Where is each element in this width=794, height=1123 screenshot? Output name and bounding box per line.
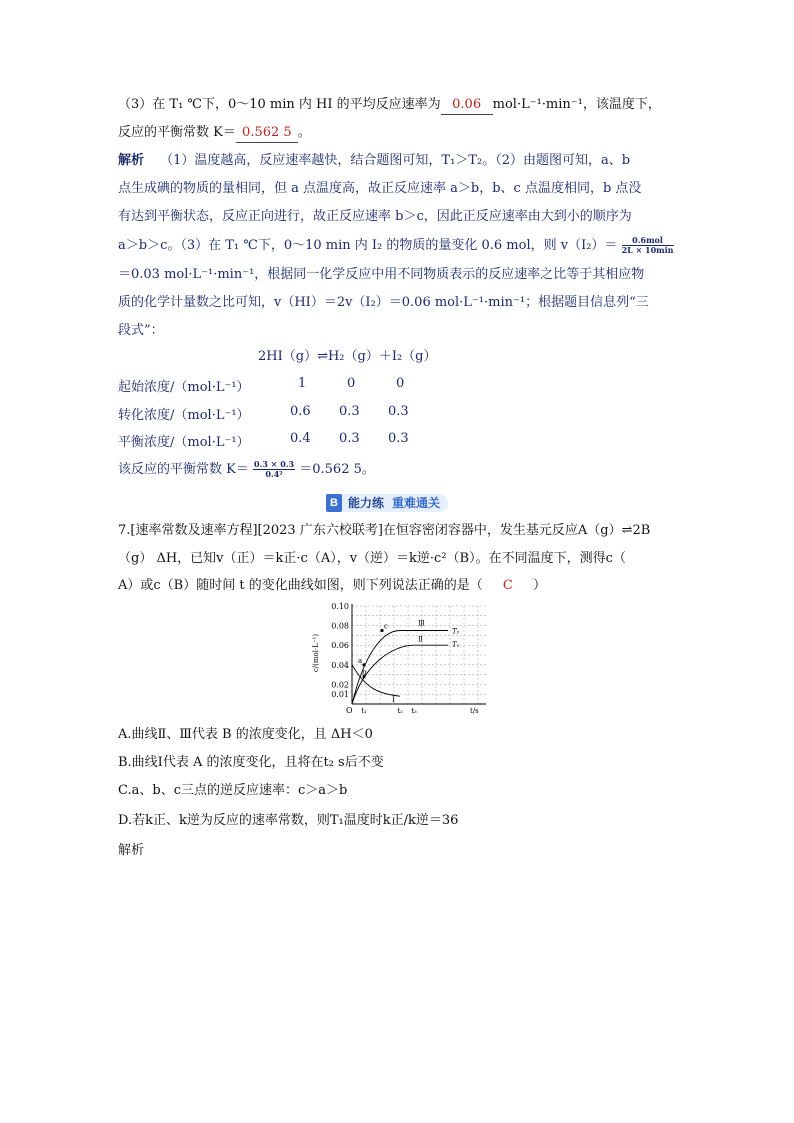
rate-answer: 0.06	[441, 96, 493, 115]
q7-answer: C	[502, 578, 513, 593]
solution-line-1: 解析 （1）温度越高，反应速率越快，结合题图可知，T₁＞T₂。（2）由题图可知，a、b	[118, 153, 631, 168]
y-tick-label: 0.02	[331, 680, 349, 690]
solution-line-2: 点生成碘的物质的量相同，但 a 点温度高，故正反应速率 a＞b，b、c 点温度相同，b 点没	[118, 181, 642, 196]
x-tick-label: t₂	[397, 707, 403, 715]
q3-line-1: （3）在 T₁ ℃下，0～10 min 内 HI 的平均反应速率为 0.06 mol·L⁻¹·min⁻¹，该温度下，	[118, 96, 661, 115]
row-label: 起始浓度/（mol·L⁻¹）	[118, 380, 250, 395]
curve-III	[352, 631, 448, 705]
point-label: a	[358, 656, 363, 665]
cell: 0	[347, 376, 356, 391]
solution-line-3: 有达到平衡状态，反应正向进行，故正反应速率 b＞c，因此正反应速率由大到小的顺序为	[118, 209, 632, 224]
solution-line-5: ＝0.03 mol·L⁻¹·min⁻¹，根据同一化学反应中用不同物质表示的反应速率之比等于其相应物	[118, 267, 645, 282]
banner-title: 能力练	[342, 494, 390, 512]
q7-line-2: （g） ΔH，已知v（正）＝k正·c（A），v（逆）＝k逆·c²（B）。在不同温度下，测得c（	[118, 551, 626, 566]
cell: 0.3	[339, 431, 360, 446]
cell: 0.3	[388, 404, 409, 419]
cell: 0.3	[339, 404, 360, 419]
fraction-k: $\frac{0.3 \times 0.3}{\text{0.4²}}$	[254, 459, 295, 479]
series-label: Ⅱ	[418, 635, 423, 644]
cell: 0	[396, 376, 405, 391]
cell: 0.4	[290, 431, 311, 446]
cell: 0.6	[290, 404, 311, 419]
point-label: b	[362, 668, 367, 677]
x-tick-label: t₃	[411, 707, 417, 715]
temperature-label: T₁	[452, 641, 460, 650]
cell: 0.3	[388, 431, 409, 446]
k-line: 该反应的平衡常数 K＝ $\frac{0.3 \times 0.3}{\text{0.4²}}$ ＝0.562 5。	[118, 459, 375, 479]
row-label: 平衡浓度/（mol·L⁻¹）	[118, 435, 250, 450]
temperature-label: T₂	[452, 627, 460, 636]
y-axis-label: c/(mol·L⁻¹)	[312, 633, 320, 673]
q7-analysis-label: 解析	[118, 843, 145, 858]
q7-line-1: 7.[速率常数及速率方程][2023 广东六校联考]在恒容密闭容器中，发生基元反应A（g）⇌2B	[118, 523, 651, 538]
point-label: c	[384, 622, 388, 631]
series-label: Ⅰ	[392, 696, 395, 705]
section-banner	[326, 494, 448, 512]
chart-ticks	[331, 602, 417, 715]
y-tick-label: 0.04	[331, 660, 349, 670]
concentration-time-chart	[296, 598, 496, 720]
solution-line-4: a＞b＞c。（3）在 T₁ ℃下，0～10 min 内 I₂ 的物质的量变化 0.6 mol，则 v（I₂）＝ $\frac{\text{0.6mol}}{2L \times 10\min}$	[118, 235, 674, 255]
solution-label: 解析	[118, 153, 145, 168]
option-b: B.曲线Ⅰ代表 A 的浓度变化，且将在t₂ s后不变	[118, 755, 384, 770]
option-d: D.若k正、k逆为反应的速率常数，则T₁温度时k正/k逆＝36	[118, 813, 459, 828]
cell: 1	[298, 376, 307, 391]
banner-letter: B	[326, 494, 342, 512]
k-answer: 0.562 5	[236, 124, 298, 143]
series-label: Ⅲ	[418, 619, 425, 628]
chart-curves	[352, 629, 448, 704]
y-tick-label: 0.01	[331, 690, 349, 700]
equation: 2HI（g）⇌H₂（g）＋I₂（g）	[258, 349, 437, 364]
point-a	[362, 663, 365, 666]
solution-line-6: 质的化学计量数之比可知，v（HI）＝2v（I₂）＝0.06 mol·L⁻¹·min⁻¹；根据题目信息列“三	[118, 295, 649, 310]
row-label: 转化浓度/（mol·L⁻¹）	[118, 408, 250, 423]
x-axis-label: t/s	[470, 707, 479, 715]
option-c: C.a、b、c三点的逆反应速率：c＞a＞b	[118, 783, 348, 798]
q3-line-2: 反应的平衡常数 K＝ 0.562 5 。	[118, 124, 311, 143]
option-a: A.曲线Ⅱ、Ⅲ代表 B 的浓度变化，且 ΔH＜0	[118, 727, 373, 742]
solution-line-7: 段式”：	[118, 323, 164, 338]
three-stage-table	[118, 376, 518, 456]
x-tick-label: t₁	[361, 707, 367, 715]
y-tick-label: 0.08	[331, 621, 349, 631]
banner-subtitle: 重难通关	[390, 494, 448, 512]
y-tick-label: 0.06	[331, 641, 349, 651]
q7-line-3: A）或c（B）随时间 t 的变化曲线如图，则下列说法正确的是（ C ）	[118, 578, 546, 593]
origin-label: O	[346, 706, 353, 715]
y-tick-label: 0.10	[331, 602, 349, 611]
fraction-rate: $\frac{\text{0.6mol}}{2L \times 10\min}$	[621, 235, 674, 255]
